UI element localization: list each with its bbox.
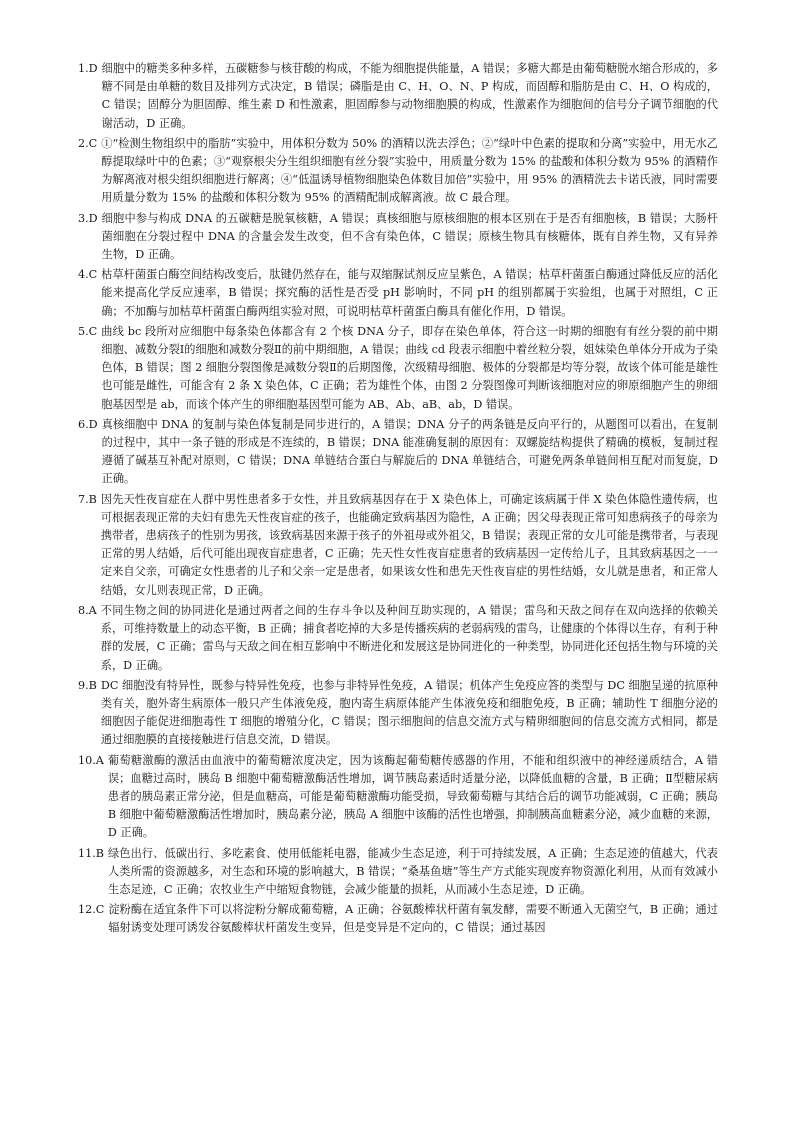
answer-item-6 bbox=[78, 416, 718, 489]
answer-explanation: 葡萄糖激酶的激活由血液中的葡萄糖浓度决定，因为该酶起葡萄糖传感器的作用，不能和组织液中的神经递质结合，A 错误；血糖过高时，胰岛 B 细胞中葡萄糖激酶活性增加，调节胰岛素适时适量分泌，以降低血糖的含量，B 正确；Ⅱ型糖尿病患者的胰岛素正常分泌，但是血糖高，可能是葡萄糖激酶功能受损，导致葡萄糖与其结合后的调节功能减弱，C 正确；胰岛 B 细胞中葡萄糖激酶活性增加时，胰岛素分泌，胰岛 A 细胞中该酶的活性也增强，抑制胰高血糖素分泌，减少血糖的来源，D 正确。 bbox=[107, 753, 718, 840]
answer-item-11 bbox=[78, 845, 718, 900]
answer-item-3 bbox=[78, 210, 718, 265]
answer-item-8 bbox=[78, 602, 718, 675]
answer-document bbox=[78, 60, 718, 940]
answer-explanation: 细胞中参与构成 DNA 的五碳糖是脱氧核糖，A 错误；真核细胞与原核细胞的根本区别在于是否有细胞核，B 错误；大肠杆菌细胞在分裂过程中 DNA 的含量会发生改变，但不含有染色体，C 错误；原核生物具有核糖体，既有自养生物，又有异养生物，D 正确。 bbox=[101, 211, 718, 262]
answer-number: 1.D bbox=[78, 62, 98, 75]
answer-explanation: 曲线 bc 段所对应细胞中每条染色体都含有 2 个核 DNA 分子，即存在染色单体，符合这一时期的细胞有有丝分裂的前中期细胞、减数分裂Ⅰ的细胞和减数分裂Ⅱ的前中期细胞，A 错误；曲线 cd 段表示细胞中着丝粒分裂，姐妹染色单体分开成为子染色体，B 错误；图 2 细胞分裂图像是减数分裂Ⅱ的后期图像，次级精母细胞、极体的分裂都是均等分裂，故该个体可能是雄性也可能是雌性，可能含有 2 条 X 染色体，C 正确；若为雄性个体，由图 2 分裂图像可判断该细胞对应的卵原细胞产生的卵细胞基因型是 ab，而该个体产生的卵细胞基因型可能为 AB、Ab、aB、ab，D 错误。 bbox=[101, 324, 718, 411]
answer-explanation: 枯草杆菌蛋白酶空间结构改变后，肽键仍然存在，能与双缩脲试剂反应呈紫色，A 错误；枯草杆菌蛋白酶通过降低反应的活化能来提高化学反应速率，B 错误；探究酶的活性是否受 pH 影响时，不同 pH 的组别都属于实验组，也属于对照组，C 正确；不加酶与加枯草杆菌蛋白酶两组实验对照，可说明枯草杆菌蛋白酶具有催化作用，D 错误。 bbox=[101, 268, 718, 318]
answer-item-5 bbox=[78, 323, 718, 414]
answer-number: 8.A bbox=[78, 603, 97, 617]
answer-number: 4.C bbox=[78, 268, 98, 282]
answer-number: 6.D bbox=[78, 417, 98, 431]
answer-explanation: 真核细胞中 DNA 的复制与染色体复制是同步进行的，A 错误；DNA 分子的两条链是反向平行的，从题图可以看出，在复制的过程中，其中一条子链的形成是不连续的，B 错误；DNA 能准确复制的原因有：双螺旋结构提供了精确的模板，复制过程遵循了碱基互补配对原则，C 错误；DNA 单链结合蛋白与解旋后的 DNA 单链结合，可避免两条单链间相互配对而复旋，D 正确。 bbox=[101, 417, 718, 486]
answer-number: 2.C bbox=[78, 136, 98, 150]
answer-item-10 bbox=[78, 752, 718, 843]
answer-explanation: 不同生物之间的协同进化是通过两者之间的生存斗争以及种间互助实现的，A 错误；雷鸟和天敌之间存在双向选择的依赖关系，可维持数量上的动态平衡，B 正确；捕食者吃掉的大多是传播疾病的老弱病残的雷鸟，让健康的个体得以生存，有利于种群的发展，C 正确；雷鸟与天敌之间在相互影响中不断进化和发展这是协同进化的一种类型，协同进化还包括生物与环境的关系，D 正确。 bbox=[100, 603, 718, 672]
answer-number: 10.A bbox=[78, 753, 104, 767]
answer-item-2 bbox=[78, 135, 718, 208]
answer-explanation: 细胞中的糖类多种多样，五碳糖参与核苷酸的构成，不能为细胞提供能量，A 错误；多糖大都是由葡萄糖脱水缩合形成的，多糖不同是由单糖的数目及排列方式决定，B 错误；磷脂是由 C、H、O、N、P 构成，而固醇和脂肪是由 C、H、O 构成的，C 错误；固醇分为胆固醇、维生素 D 和性激素，胆固醇参与动物细胞膜的构成，性激素作为细胞间的信号分子调节细胞的代谢活动，D 正确。 bbox=[101, 62, 718, 130]
answer-explanation: 淀粉酶在适宜条件下可以将淀粉分解成葡萄糖，A 正确；谷氨酸棒状杆菌有氧发酵，需要不断通入无菌空气，B 正确；通过辐射诱变处理可诱发谷氨酸棒状杆菌发生变异，但是变异是不定向的，C 错误；通过基因 bbox=[108, 903, 718, 935]
answer-item-12 bbox=[78, 901, 718, 937]
answer-explanation: ①“检测生物组织中的脂肪”实验中，用体积分数为 50% 的酒精以洗去浮色；②“绿叶中色素的提取和分离”实验中，用无水乙醇提取绿叶中的色素；③“观察根尖分生组织细胞有丝分裂”实验中，用质量分数为 15% 的盐酸和体积分数为 95% 的酒精作为解离液对根尖组织细胞进行解离；④“低温诱导植物细胞染色体数目加倍”实验中，用 95% 的酒精洗去卡诺氏液，同时需要用质量分数为 15% 的盐酸和体积分数为 95% 的酒精配制成解离液。故 C 最合理。 bbox=[101, 136, 718, 205]
answer-explanation: DC 细胞没有特异性，既参与特异性免疫，也参与非特异性免疫，A 错误；机体产生免疫应答的类型与 DC 细胞呈递的抗原种类有关，胞外寄生病原体一般只产生体液免疫，胞内寄生病原体能产生体液免疫和细胞免疫，B 正确；辅助性 T 细胞分泌的细胞因子能促进细胞毒性 T 细胞的增殖分化，C 错误；图示细胞间的信息交流方式与精卵细胞间的信息交流方式相同，都是通过细胞膜的直接接触进行信息交流，D 错误。 bbox=[100, 678, 718, 747]
answer-explanation: 绿色出行、低碳出行、多吃素食、使用低能耗电器，能减少生态足迹，利于可持续发展，A 正确；生态足迹的值越大，代表人类所需的资源越多，对生态和环境的影响越大，B 错误；“桑基鱼塘”等生产方式能实现废弃物资源化利用，从而有效减小生态足迹，C 正确；农牧业生产中缩短食物链，会减少能量的损耗，从而减小生态足迹，D 正确。 bbox=[108, 846, 718, 896]
answer-item-1 bbox=[78, 60, 718, 133]
answer-item-9 bbox=[78, 677, 718, 750]
answer-number: 3.D bbox=[78, 211, 98, 225]
answer-number: 7.B bbox=[78, 492, 97, 506]
answer-item-4 bbox=[78, 266, 718, 321]
answer-number: 5.C bbox=[78, 324, 98, 338]
answer-explanation: 因先天性夜盲症在人群中男性患者多于女性，并且致病基因存在于 X 染色体上，可确定该病属于伴 X 染色体隐性遗传病，也可根据表现正常的夫妇有患先天性夜盲症的孩子，也能确定致病基因为隐性，A 正确；因父母表现正常可知患病孩子的母亲为携带者，患病孩子的性别为男孩，该致病基因来源于孩子的外祖母或外祖父，B 错误；表现正常的女儿可能是携带者，与表现正常的男人结婚，后代可能出现夜盲症患者，C 正确；先天性女性夜盲症患者的致病基因一定传给儿子，且其致病基因之一一定来自父亲，可确定女性患者的儿子和父亲一定是患者，如果该女性和患先天性夜盲症的男性结婚，女儿就是患者，和正常人结婚，女儿则表现正常，D 正确。 bbox=[100, 492, 718, 597]
answer-item-7 bbox=[78, 491, 718, 600]
answer-number: 11.B bbox=[78, 846, 105, 860]
answer-number: 9.B bbox=[78, 678, 97, 692]
answer-number: 12.C bbox=[78, 903, 105, 917]
